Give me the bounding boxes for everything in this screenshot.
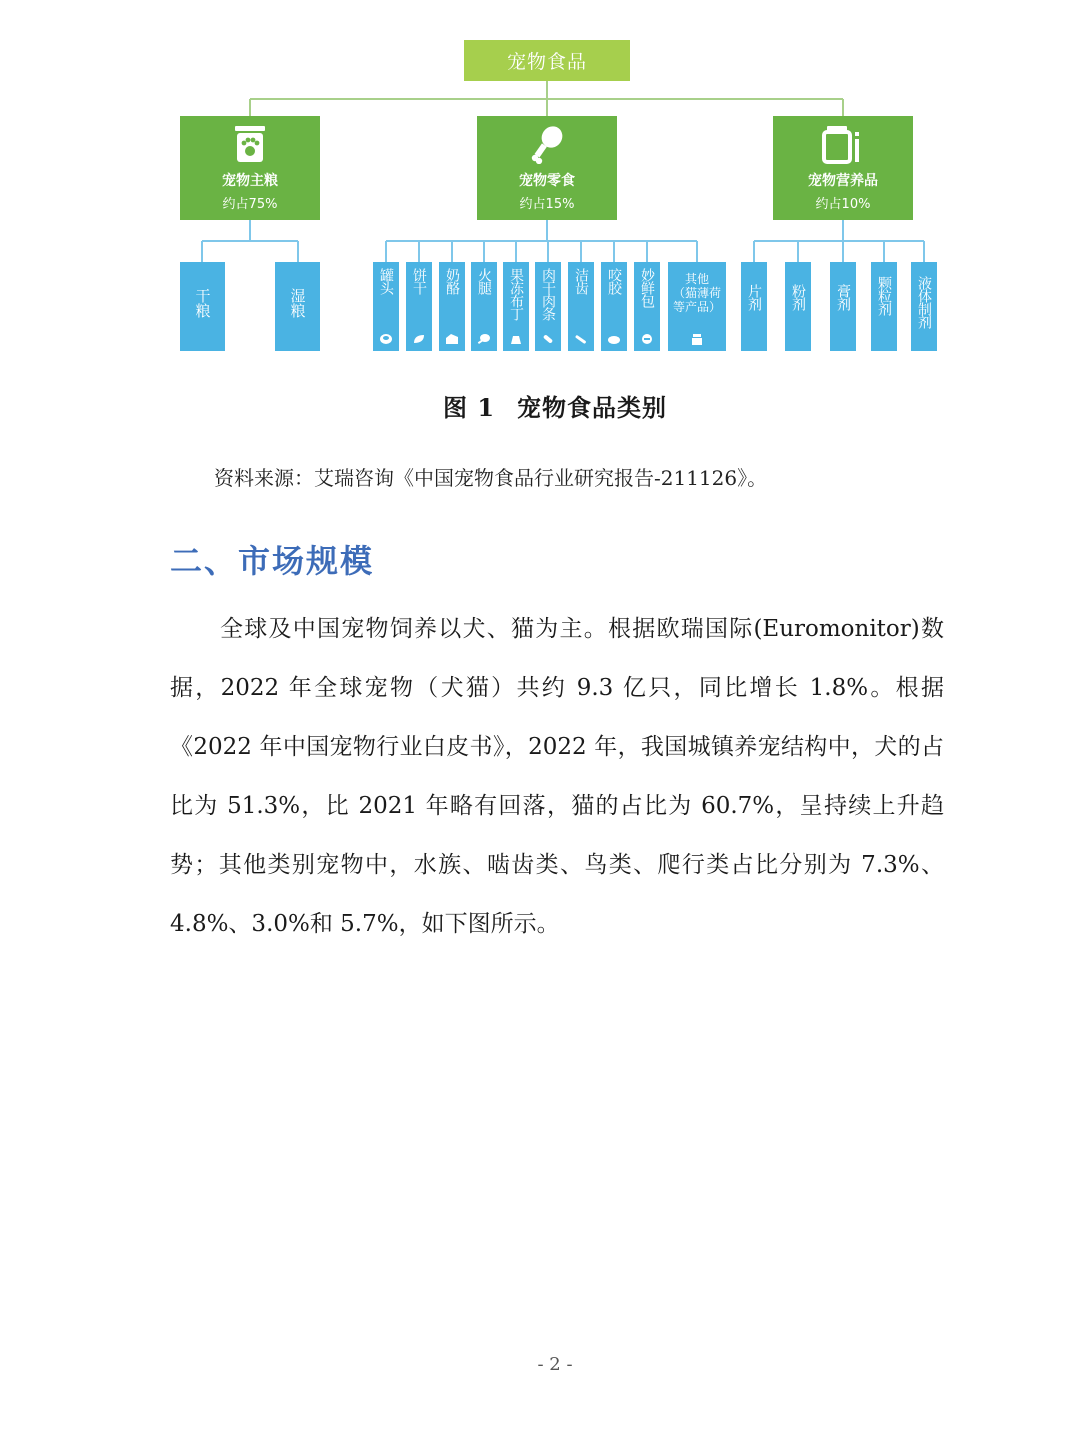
root-node-pet-food	[464, 40, 630, 81]
section-heading: 二、市场规模	[170, 542, 375, 580]
category-share: 约占15%	[519, 197, 575, 212]
leaf-label: 咬胶	[606, 268, 622, 294]
body-paragraph: 全球及中国宠物饲养以犬、猫为主。根据欧瑞国际(Euromonitor)数据，2022 年全球宠物（犬猫）共约 9.3 亿只，同比增长 1.8%。根据《2022 年中国宠物行业白皮书》，2022 年，我国城镇养宠结构中，犬的占比为 51.3%，比 2021 年略有回落，猫的占比为 60.7%，呈持续上升趋势；其他类别宠物中，水族、啮齿类、鸟类、爬行类占比分别为 7.3%、4.8%、3.0%和 5.7%，如下图所示。	[170, 616, 944, 937]
dental-stick-icon	[574, 333, 588, 345]
leaf-other-snacks	[668, 262, 726, 351]
leaf-paste	[830, 262, 856, 351]
category-name: 宠物零食	[519, 173, 575, 189]
figure-number: 图 1	[442, 393, 496, 422]
leaf-label: 火腿	[476, 268, 492, 294]
leaf-label: 片剂	[746, 284, 762, 310]
leaf-chew	[601, 262, 627, 351]
leaf-jerky	[535, 262, 561, 351]
figure-caption	[0, 388, 1080, 423]
supplement-jar-icon	[821, 124, 865, 164]
leaf-dental	[568, 262, 594, 351]
category-name: 宠物营养品	[808, 173, 878, 189]
leaf-wet-pouch	[634, 262, 660, 351]
category-name: 宠物主粮	[222, 173, 278, 189]
cheese-icon	[445, 333, 459, 345]
source-note: 资料来源：艾瑞咨询《中国宠物食品行业研究报告-211126》。	[214, 466, 768, 490]
category-snacks	[477, 116, 617, 220]
leaf-tablet	[741, 262, 767, 351]
figure-title: 宠物食品类别	[517, 393, 668, 422]
leaf-dry-food	[180, 262, 225, 351]
pudding-icon	[509, 333, 523, 345]
category-share: 约占75%	[222, 197, 278, 212]
leaf-label: 颗粒剂	[876, 276, 892, 315]
drumstick-icon	[529, 124, 565, 164]
leaf-label: 干粮	[193, 288, 212, 318]
pouch-icon	[640, 333, 654, 345]
leaf-cheese	[439, 262, 465, 351]
leaf-powder	[785, 262, 811, 351]
leaf-label: 奶酪	[444, 268, 460, 294]
pet-food-category-diagram	[0, 0, 1080, 370]
jar-icon	[690, 333, 704, 345]
leaf-label: 洁齿	[573, 268, 589, 294]
leaf-label: 其他 （猫薄荷 等产品）	[672, 272, 721, 314]
leaf-label: 湿粮	[288, 288, 307, 318]
category-staple-food	[180, 116, 320, 220]
pet-food-can-icon	[232, 124, 268, 164]
leaf-label: 罐头	[378, 268, 394, 294]
leaf-label: 肉干肉条	[540, 268, 556, 320]
root-label: 宠物食品	[506, 51, 587, 73]
leaf-ham	[471, 262, 497, 351]
page-number: - 2 -	[537, 1354, 573, 1375]
biscuit-icon	[412, 333, 426, 345]
leaf-liquid	[911, 262, 937, 351]
leaf-label: 粉剂	[790, 284, 806, 310]
chew-bone-icon	[607, 333, 621, 345]
category-share: 约占10%	[815, 197, 871, 212]
leaf-label: 液体制剂	[916, 276, 932, 328]
leaf-canned	[373, 262, 399, 351]
meat-stick-icon	[541, 333, 555, 345]
leaf-label: 果冻布丁	[508, 268, 524, 320]
leaf-label: 膏剂	[835, 284, 851, 310]
leaf-jelly-pudding	[503, 262, 529, 351]
category-nutrition	[773, 116, 913, 220]
leaf-label: 妙鲜包	[639, 268, 655, 307]
leaf-label: 饼干	[411, 268, 427, 294]
leaf-biscuit	[406, 262, 432, 351]
ham-icon	[477, 333, 491, 345]
can-icon	[379, 333, 393, 345]
leaf-granule	[871, 262, 897, 351]
leaf-wet-food	[275, 262, 320, 351]
